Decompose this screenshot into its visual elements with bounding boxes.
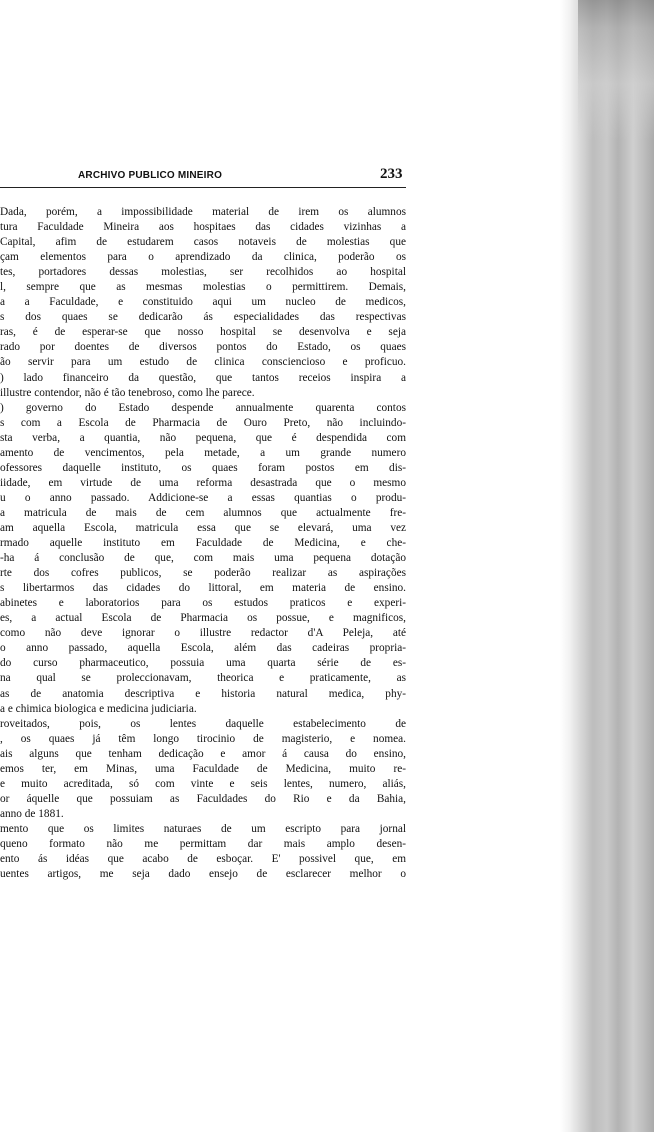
text-line: ras, é de esperar-se que nosso hospital se desenvolva e seja (0, 326, 406, 339)
page-gutter-shadow (560, 0, 654, 1132)
text-line: na qual se proleccionavam, theorica e praticamente, as (0, 672, 406, 685)
text-line: a e chimica biologica e medicina judiciaria. (0, 702, 197, 715)
text-line: am aquella Escola, matricula essa que se elevará, uma vez (0, 521, 406, 534)
text-line: abinetes e laboratorios para os estudos praticos e experi- (0, 597, 406, 610)
text-line: ais alguns que tenham dedicação e amor á causa do ensino, (0, 747, 406, 760)
text-line: -ha á conclusão de que, com mais uma pequena dotação (0, 552, 406, 565)
text-line: ) lado financeiro da questão, que tantos receios inspira a (0, 371, 406, 384)
page-number: 233 (380, 166, 403, 182)
text-line: rado por doentes de diversos pontos do Estado, os quaes (0, 341, 406, 354)
text-line: çam elementos para o aprendizado da clinica, poderão os (0, 251, 406, 264)
text-line: a a Faculdade, e constituido aqui um nucleo de medicos, (0, 296, 406, 309)
text-line: uentes artigos, me seja dado ensejo de esclarecer melhor o (0, 868, 406, 881)
text-line: como não deve ignorar o illustre redactor d'A Peleja, até (0, 627, 406, 640)
text-line: rmado aquelle instituto em Faculdade de Medicina, e che- (0, 537, 406, 550)
text-line: or áquelle que possuiam as Faculdades do Rio e da Bahia, (0, 792, 406, 805)
running-title: ARCHIVO PUBLICO MINEIRO (78, 170, 223, 181)
text-line: l, sempre que as mesmas molestias o permittirem. Demais, (0, 281, 406, 294)
text-line: s dos quaes se dedicarão ás especialidades das respectivas (0, 311, 406, 324)
text-line: illustre contendor, não é tão tenebroso, como lhe parece. (0, 386, 255, 399)
text-line: roveitados, pois, os lentes daquelle estabelecimento de (0, 717, 406, 730)
text-line: ofessores daquelle instituto, os quaes foram postos em dis- (0, 461, 406, 474)
text-line: u o anno passado. Addicione-se a essas quantias o produ- (0, 491, 406, 504)
text-line: tes, portadores dessas molestias, ser recolhidos ao hospital (0, 266, 406, 279)
body-text (0, 205, 406, 882)
text-line: , os quaes já têm longo tirocinio de magisterio, e nomea. (0, 732, 406, 745)
text-line: do curso pharmaceutico, possuia uma quarta série de es- (0, 657, 406, 670)
text-line: tura Faculdade Mineira aos hospitaes das cidades vizinhas a (0, 221, 406, 234)
text-line: as de anatomia descriptiva e historia natural medica, phy- (0, 687, 406, 700)
text-line: sta verba, a quantia, não pequena, que é despendida com (0, 431, 406, 444)
text-line: s com a Escola de Pharmacia de Ouro Preto, não incluindo- (0, 416, 406, 429)
text-line: iidade, em virtude de uma reforma desastrada que o mesmo (0, 476, 406, 489)
text-line: ão servir para um estudo de clinica consciencioso e proficuo. (0, 356, 406, 369)
text-line: o anno passado, aquella Escola, além das cadeiras propria- (0, 642, 406, 655)
text-line: amento de vencimentos, pela metade, a um grande numero (0, 446, 406, 459)
text-line: e muito acreditada, só com vinte e seis lentes, numero, aliás, (0, 777, 406, 790)
text-line: Capital, afim de estudarem casos notaveis de molestias que (0, 236, 406, 249)
text-line: a matricula de mais de cem alumnos que actualmente fre- (0, 506, 406, 519)
text-line: anno de 1881. (0, 807, 64, 820)
text-line: es, a actual Escola de Pharmacia os possue, e magnificos, (0, 612, 406, 625)
text-line: ento ás idéas que acabo de esboçar. E' possivel que, em (0, 853, 406, 866)
text-line: s libertarmos das cidades do littoral, em materia de ensino. (0, 582, 406, 595)
page-corner-shadow (578, 0, 654, 140)
text-line: queno formato não me permittam dar mais amplo desen- (0, 837, 406, 850)
text-line: ) governo do Estado despende annualmente quarenta contos (0, 401, 406, 414)
text-line: mento que os limites naturaes de um escripto para jornal (0, 822, 406, 835)
text-line: Dada, porém, a impossibilidade material de irem os alumnos (0, 206, 406, 218)
text-line: emos ter, em Minas, uma Faculdade de Medicina, muito re- (0, 762, 406, 775)
running-header (0, 165, 406, 188)
text-line: rte dos cofres publicos, se poderão realizar as aspirações (0, 567, 406, 580)
